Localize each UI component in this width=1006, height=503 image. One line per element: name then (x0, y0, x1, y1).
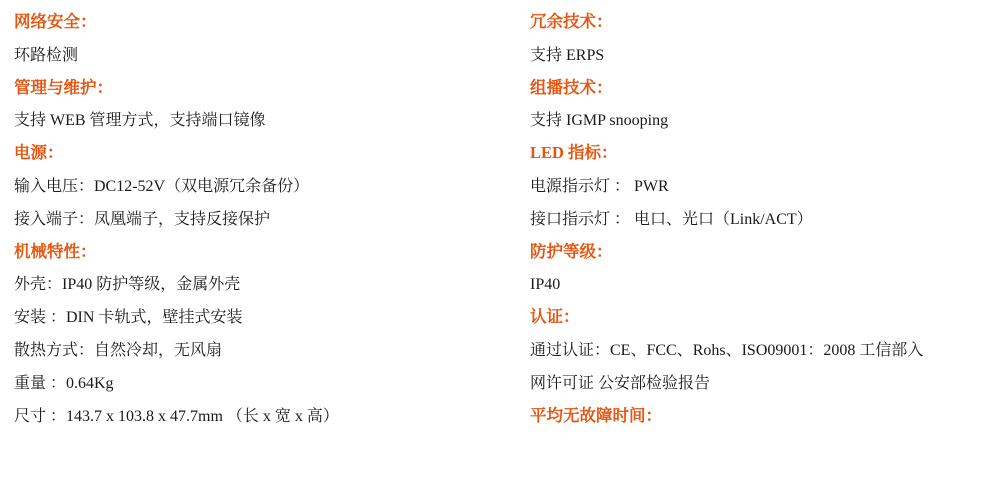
right-column (530, 0, 1000, 424)
spec-text-erps: 支持 ERPS (530, 46, 605, 64)
section-heading-certification: 认证： (530, 307, 580, 326)
spec-text-loop-detection: 环路检测 (14, 46, 79, 64)
section-heading-redundancy: 冗余技术： (530, 12, 613, 31)
spec-text-enclosure: 外壳：IP40 防护等级，金属外壳 (14, 276, 241, 293)
spec-text-certifications: 通过认证：CE、FCC、Rohs、ISO09001：2008 工信部入 (530, 341, 924, 359)
spec-text-port-led: 接口指示灯 ： 电口、光口（Link/ACT） (530, 210, 813, 228)
section-heading-led: LED 指标： (530, 143, 618, 162)
section-heading-management: 管理与维护： (14, 77, 113, 97)
spec-text-power-led: 电源指示灯 ： PWR (530, 177, 669, 195)
spec-text-terminal: 接入端子：凤凰端子，支持反接保护 (14, 210, 271, 228)
section-heading-mtbf: 平均无故障时间： (530, 405, 662, 425)
spec-text-igmp-snooping: 支持 IGMP snooping (530, 112, 669, 129)
section-heading-mechanical: 机械特性： (14, 241, 97, 261)
section-heading-protection-level: 防护等级： (530, 241, 613, 261)
spec-text-mounting: 安装 ：DIN 卡轨式，壁挂式安装 (14, 309, 243, 326)
spec-text-weight: 重量 ：0.64Kg (14, 375, 114, 392)
left-column (14, 0, 494, 425)
spec-text-management-mode: 支持 WEB 管理方式，支持端口镜像 (14, 112, 266, 129)
spec-text-dimensions: 尺寸 ：143.7 x 103.8 x 47.7mm （长 x 宽 x 高） (14, 408, 339, 425)
spec-text-input-voltage: 输入电压：DC12-52V（双电源冗余备份） (14, 177, 310, 195)
section-heading-power: 电源： (14, 143, 64, 162)
spec-text-ip40: IP40 (530, 276, 561, 293)
spec-text-certifications-cont: 网许可证 公安部检验报告 (530, 374, 711, 392)
spec-text-cooling: 散热方式：自然冷却，无风扇 (14, 342, 223, 359)
section-heading-multicast: 组播技术： (530, 77, 613, 97)
section-heading-network-security: 网络安全： (14, 12, 97, 31)
